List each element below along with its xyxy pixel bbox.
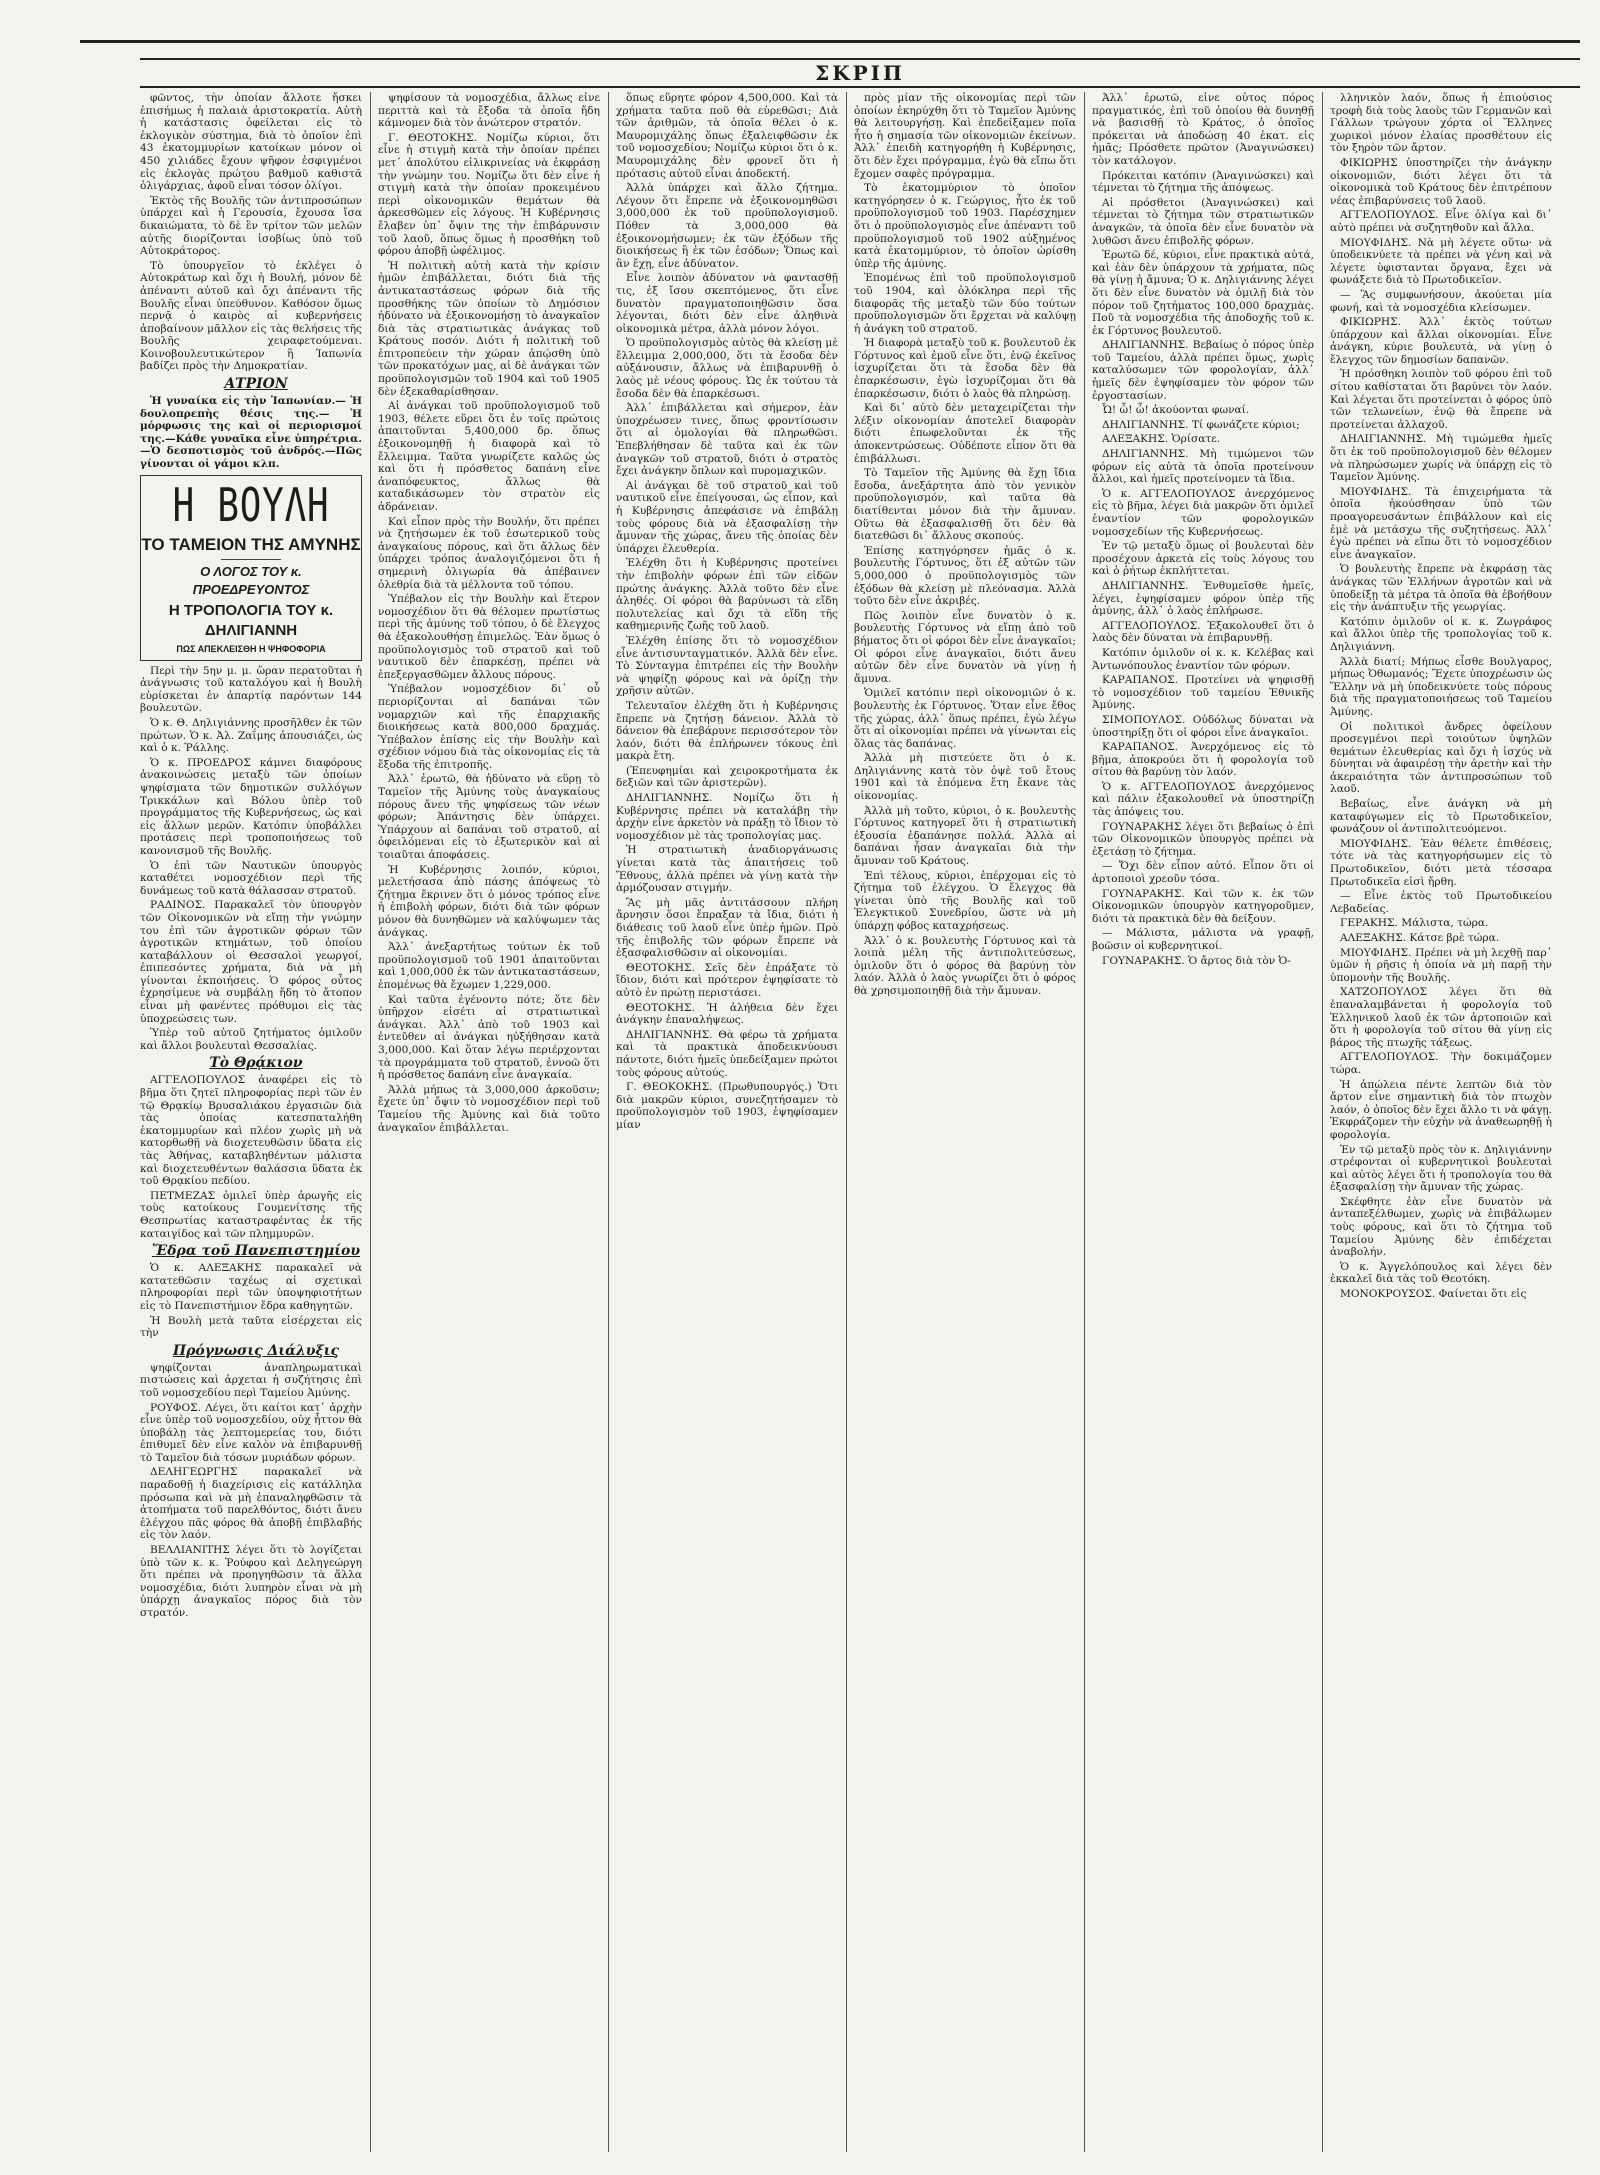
paragraph: Ἀλλὰ διατί; Μήπως εἶσθε Βουλγαρος, μήπως Ὀθωμανός; Ἔχετε ὑποχρέωσιν ὡς Ἕλλην νὰ μὴ ὑποδεικνύετε τοὺς πόρους διὰ τῆς πραγματοποιήσεως τοῦ Ταμείου Ἀμύνης.: [1330, 655, 1552, 718]
paragraph: Καὶ ταῦτα ἐγένοντο πότε; ὅτε δὲν ὑπῆρχον εἰσέτι αἱ στρατιωτικαὶ ἀνάγκαι. Ἀλλ᾽ ἀπὸ τοῦ 1903 καὶ ἐντεῦθεν αἱ ἀνάγκαι ηὐξήθησαν κατὰ 3,000,000. Καὶ ὅταν λέγω περιέρχονται τὰ προγράμματα τοῦ στρατοῦ, ἐννοῶ ὅτι ἡ πρόσθετος δαπάνη εἶνε ἀναγκαία.: [378, 993, 600, 1082]
headline-tropologia: Η ΤΡΟΠΟΛΟΓΙΑ ΤΟΥ κ. ΔΗΛΙΓΙΑΝΝΗ: [168, 601, 334, 639]
paragraph: Ἐπὶ τέλους, κύριοι, ἐπέρχομαι εἰς τὸ ζήτημα τοῦ ἐλέγχου. Ὁ ἔλεγχος θὰ γίνεται ὑπὸ τῆς Βουλῆς καὶ τοῦ Ἐλεγκτικοῦ Συνεδρίου, ὥστε νὰ μὴ ὑπάρχῃ φόβος καταχρήσεως.: [854, 869, 1076, 932]
paragraph: Ἀλλὰ ὑπάρχει καὶ ἄλλο ζήτημα. Λέγουν ὅτι ἔπρεπε νὰ ἐξοικονομηθῶσι 3,000,000 ἐκ τοῦ προϋπολογισμοῦ. Πόθεν τὰ 3,000,000 θὰ ἐξοικονομήσωμεν; ἐκ τῶν ἐξόδων τῆς διοικήσεως ἢ ἐκ τῶν ἐσόδων; Ὅπως καὶ ἂν ἔχῃ, εἶνε ἀδύνατον.: [616, 182, 838, 270]
masthead: [140, 58, 1580, 88]
paragraph: Περὶ τὴν 5ην μ. μ. ὥραν περατοῦται ἡ ἀνάγνωσις τοῦ καταλόγου καὶ ἡ Βουλὴ εὑρίσκεται ἐν ἀπαρτίᾳ παρόντων 144 βουλευτῶν.: [140, 664, 362, 715]
paragraph: Ἀλλ᾽ ἐρωτῶ, εἶνε οὗτος πόρος πραγματικός, ἐπὶ τοῦ ὁποίου θὰ δυνηθῇ νὰ βασισθῇ τὸ Κράτος, ὁ ὁποῖος πρόκειται νὰ ἀποδώσῃ 40 ἑκατ. εἰς ἡμᾶς; Πρόσθετε πρῶτον (Ἀναγινώσκει) τὸν κατάλογον.: [1092, 92, 1314, 167]
paragraph: Ἐν τῷ μεταξὺ ὅμως οἱ βουλευταὶ δὲν προσέχουν ἀρκετὰ εἰς τοὺς λόγους του καὶ ὁ ῥήτωρ ἐκπλήττεται.: [1092, 540, 1314, 578]
column-rule: [846, 92, 847, 2152]
paragraph: Ὦ! ὦ! ὦ! ἀκούονται φωναί.: [1102, 404, 1250, 417]
paragraph: Ἡ ἀπώλεια πέντε λεπτῶν διὰ τὸν ἄρτον εἶνε σημαντικὴ διὰ τὸν πτωχὸν λαόν, ὁ ὁποῖος δὲν ἔχει ἄλλο τι νὰ φάγῃ. Ἐκφράζομεν τὴν εὐχὴν νὰ ἀναθεωρηθῇ ἡ φορολογία.: [1330, 1078, 1552, 1141]
paragraph: Καὶ εἶπον πρὸς τὴν Βουλήν, ὅτι πρέπει νὰ ζητήσωμεν ἐκ τοῦ ἐσωτερικοῦ τοὺς ἀναγκαίους πόρους, καὶ ὅτι ἄλλως δὲν ὑπάρχει τρόπος ἀναλογιζόμενοι ὅτι ἡ σημερινὴ ὀλιγωρία θὰ ἀπέβαινεν ὀλεθρία διὰ τὰ μέλλοντα τοῦ τόπου.: [378, 515, 600, 591]
paragraph: ΜΙΟΥΦΙΔΗΣ. Τὰ ἐπιχειρήματα τὰ ὁποῖα ἠκούσθησαν ὑπὸ τῶν προαγορευσάντων ἐπιβάλλουν καὶ εἰς ἐμὲ νὰ μετάσχω τῆς συζητήσεως. Ἀλλ᾽ ἐγὼ πρέπει νὰ εἴπω ὅτι τὸ νομοσχέδιον εἶνε ἀναγκαῖον.: [1330, 485, 1552, 561]
paragraph: ΑΓΓΕΛΟΠΟΥΛΟΣ. Τὴν δοκιμάζομεν τώρα.: [1330, 1051, 1552, 1076]
paragraph: Ὁμιλεῖ κατόπιν περὶ οἰκονομιῶν ὁ κ. βουλευτὴς ἐκ Γόρτυνος. Ὅταν εἶνε ἔθος τῆς χώρας, ἀλλ᾽ ὅπως πρέπει, ἐγὼ λέγω ὅτι αἱ οἰκονομίαι πρέπει νὰ γίνωνται εἰς ὅλας τὰς δαπάνας.: [854, 687, 1076, 750]
column-3: [616, 92, 838, 2152]
top-rule: [80, 40, 1580, 43]
paragraph: Ἐλέχθη ὅτι ἡ Κυβέρνησις προτείνει τὴν ἐπιβολὴν φόρων ἐπὶ τῶν εἰδῶν πρώτης ἀνάγκης. Ἀλλὰ τοῦτο δὲν εἶνε ἀληθές. Οἱ φόροι θὰ βαρύνωσι τὰ εἴδη πολυτελείας καὶ ὄχι τὰ εἴδη τῆς καθημερινῆς ζωῆς τοῦ λαοῦ.: [616, 557, 838, 633]
column-4: [854, 92, 1076, 2152]
paragraph: ΚΑΡΑΠΑΝΟΣ. Προτείνει νὰ ψηφισθῇ τὸ νομοσχέδιον τοῦ ταμείου Ἐθνικῆς Ἀμύνης.: [1092, 674, 1314, 712]
column-6: [1330, 92, 1552, 2152]
paragraph: Πρόκειται κατόπιν (Ἀναγινώσκει) καὶ τέμνεται τὸ ζήτημα τῆς ἀπόψεως.: [1092, 169, 1314, 195]
paragraph: ΔΗΛΙΓΙΑΝΝΗΣ. Τί φωνάζετε κύριοι;: [1102, 418, 1300, 431]
headline-pos: ΠΩΣ ΑΠΕΚΛΕΙΣΘΗ Η ΨΗΦΟΦΟΡΙΑ: [176, 643, 326, 654]
paragraph: ΜΙΟΥΦΙΔΗΣ. Πρέπει νὰ μὴ λεχθῇ παρ᾽ ὑμῶν ἡ ρῆσις ἡ ὁποία νὰ μὴ παρῇ τὴν ὑπομονὴν τῆς Βουλῆς.: [1330, 946, 1552, 984]
paragraph: ΔΗΛΙΓΙΑΝΝΗΣ. Βεβαίως ὁ πόρος ὑπὲρ τοῦ Ταμείου, ἀλλὰ πρέπει ὅμως, χωρὶς καταλύσωμεν τῶν φορολογίαν, ἀλλ᾽ ἡμεῖς δὲν ἐψηφίσαμεν τὸν φόρον τῶν ἐργοστασίων.: [1092, 339, 1314, 402]
paragraph: ΔΕΛΗΓΕΩΡΓΗΣ παρακαλεῖ νὰ παραδοθῇ ἡ διαχείρισις εἰς κατάλληλα πρόσωπα καὶ νὰ μὴ ἐπαναληφθῶσιν τὰ ἀτοπήματα τοῦ παρελθόντος, διότι ἄνευ ἐλέγχου πᾶς φόρος θὰ ἀποβῇ ἐπιβλαβής εἰς τὸν λαόν.: [140, 1466, 362, 1542]
paragraph: Ἐκτὸς τῆς Βουλῆς τῶν ἀντιπροσώπων ὑπάρχει καὶ ἡ Γερουσία, ἔχουσα ἴσα δικαιώματα, τὸ δὲ ἓν τρίτον τῶν μελῶν αὐτῆς διορίζονται ἰσοβίως ὑπὸ τοῦ Αὐτοκράτορος.: [140, 194, 362, 258]
paragraph: Κατόπιν ὁμιλοῦν οἱ κ. κ. Ζωγράφος καὶ ἄλλοι ὑπὲρ τῆς τροπολογίας τοῦ κ. Δηλιγιάννη.: [1330, 615, 1552, 653]
paragraph: ΑΛΕΞΑΚΗΣ. Ὁρίσατε.: [1102, 433, 1221, 446]
paragraph: ΜΟΝΟΚΡΟΥΣΟΣ. Φαίνεται ὅτι εἰς: [1340, 1288, 1527, 1301]
paragraph: ΚΑΡΑΠΑΝΟΣ. Ἀνερχόμενος εἰς τὸ βῆμα, ἀποκρούει ὅτι ἡ φορολογία τοῦ σίτου θὰ βαρύνῃ τὸν λαόν.: [1092, 741, 1314, 779]
paragraph: ΘΕΟΤΟΚΗΣ. Ἡ ἀλήθεια δὲν ἔχει ἀνάγκην ἐπαναλήψεως.: [616, 1001, 838, 1027]
paragraph: Ἀλλὰ μήπως τὰ 3,000,000 ἀρκοῦσιν; ἔχετε ὑπ᾽ ὄψιν τὸ νομοσχέδιον περὶ τοῦ Ταμείου τῆς Ἀμύνης καὶ διὰ τοῦτο ἀναγκαῖον ἐπιβάλλεται.: [378, 1083, 600, 1134]
headline-vouli: Η ΒΟΥΛΗ: [172, 477, 330, 532]
paragraph: ΣΙΜΟΠΟΥΛΟΣ. Οὐδόλως δύναται νὰ ὑποστηρίξῃ ὅτι οἱ φόροι εἶνε ἀναγκαῖοι.: [1092, 713, 1314, 739]
paragraph: Καὶ δι᾽ αὐτὸ δὲν μεταχειρίζεται τὴν λέξιν οἰκονομίαν ἀποτελεῖ διαφορὰν διότι ἐπωφελοῦνται ἐκ τῆς ἀποκεντρώσεως. Οὐδέποτε εἶπον ὅτι θὰ ἐπιβάλλωσι.: [854, 402, 1076, 465]
paragraph: Αἱ ἀνάγκαι δὲ τοῦ στρατοῦ καὶ τοῦ ναυτικοῦ εἶνε ἐπείγουσαι, ὡς εἶπον, καὶ ἡ Κυβέρνησις ἀπεφάσισε νὰ ἐπιβάλῃ τοὺς φόρους διὰ νὰ ἐξασφαλίσῃ τὴν ἄμυναν τῆς χώρας, ἄνευ τῆς ὁποίας δὲν ὑπάρχει ἐλευθερία.: [616, 479, 838, 555]
column-rule: [370, 92, 371, 2152]
paragraph: Αἱ ἀνάγκαι τοῦ προϋπολογισμοῦ τοῦ 1903, θέλετε εὕρει ὅτι ἐν τοῖς πρώτοις ἀπαιτοῦνται 5,400,000 δρ. ὅπως ἐξοικονομηθῇ ἡ διαφορὰ καὶ τὸ ἔλλειμμα. Ταῦτα γνωρίζετε καλῶς ὡς καὶ ὅτι ἡ πρόσθετος δαπάνη εἶνε ἀναπόφευκτος, ἄλλως θὰ καταδικάσωμεν τὸν στρατὸν εἰς ἀδράνειαν.: [378, 400, 600, 513]
paragraph: ΓΟΥΝΑΡΑΚΗΣ. Καὶ τῶν κ. ἐκ τῶν Οἰκονομικῶν ὑπουργὸν κατηγοροῦμεν, διότι τὰ πρακτικὰ δὲν θὰ δείξουν.: [1092, 887, 1314, 925]
paragraph: Ὑπέβαλον εἰς τὴν Βουλὴν καὶ ἕτερον νομοσχέδιον ὅτι θὰ θέλομεν πρωτίστως περὶ τῆς ἀμύνης τοῦ τόπου, ὁ δὲ ἔλεγχος θὰ ἐξακολουθήσῃ ἐπιμελῶς. Ἐὰν ὅμως ὁ προϋπολογισμὸς τοῦ στρατοῦ καὶ τοῦ ναυτικοῦ δὲν ἐπαρκέσῃ, πρέπει νὰ ἐπεξεργασθῶμεν ἄλλους πόρους.: [378, 593, 600, 681]
section-heading-prognosi: Πρόγνωσις Διάλυξις: [172, 1342, 340, 1359]
paragraph: Ἐν τῷ μεταξὺ πρὸς τὸν κ. Δηλιγιάννην στρέφονται οἱ κυβερνητικοὶ βουλευταὶ καὶ αὐτὸς λέγει ὅτι ἡ τροπολογία του θὰ ἐξασφαλίσῃ τὴν ἄμυναν τῆς χώρας.: [1330, 1143, 1552, 1194]
paragraph: Γ. ΘΕΟΤΟΚΗΣ. Νομίζω κύριοι, ὅτι εἶνε ἡ στιγμὴ κατὰ τὴν ὁποίαν πρέπει μετ᾽ ἀπολύτου εἰλικρινείας νὰ ἐκφράσῃ τὴν γνώμην του. Νομίζω ὅτι δὲν εἶνε ἡ στιγμὴ κατὰ τὴν ὁποίαν προκειμένου περὶ οἰκονομικῶν θεμάτων θὰ ἀρκεσθῶμεν εἰς λόγους. Ἡ Κυβέρνησις ἔλαβεν ὑπ᾽ ὄψιν της τὴν ἐπιβάρυνσιν τοῦ λαοῦ, ὅπως ὅμως ἡ προσθήκη τοῦ φόρου ἀποβῇ ὠφέλιμος.: [378, 131, 600, 258]
paragraph: ΔΗΛΙΓΙΑΝΝΗΣ. Θὰ φέρω τὰ χρήματα καὶ τὰ πρακτικὰ ἀποδεικνύουσι πάντοτε, διότι ἠμεῖς ὑπεδείξαμεν πρώτοι τοὺς φόρους αὐτούς.: [616, 1028, 838, 1079]
paragraph: Ὁ κ. ΑΛΕΞΑΚΗΣ παρακαλεῖ νὰ κατατεθῶσιν ταχέως αἱ σχετικαὶ πληροφορίαι περὶ τῶν ὑποψηφιοτήτων εἰς τὸ Πανεπιστήμιον ἔδρα καθηγητῶν.: [140, 1262, 362, 1312]
paragraph: ΦΙΚΙΩΡΗΣ. Ἀλλ᾽ ἐκτὸς τούτων ὑπάρχουν καὶ ἄλλαι οἰκονομίαι. Εἶνε ἀνάγκη, κύριε βουλευτὰ, νὰ γίνῃ ὁ ἔλεγχος τῶν δημοσίων δαπανῶν.: [1330, 316, 1552, 366]
paragraph: Ἐπίσης κατηγόρησεν ἡμᾶς ὁ κ. βουλευτὴς Γόρτυνος, ὅτι ἐξ αὐτῶν τῶν 5,000,000 ὁ προϋπολογισμὸς τῶν ἐξόδων θὰ κλείσῃ μὲ πλεόνασμα. Ἀλλὰ τοῦτο δὲν εἶνε ἀκριβές.: [854, 544, 1076, 608]
paragraph: ὅπως εὕρητε φόρον 4,500,000. Καὶ τὰ χρήματα ταῦτα ποῦ θὰ εὑρεθῶσι; Διὰ τῶν ἀριθμῶν, τὰ ὁποῖα θέλει ὁ κ. Μαυρομιχάλης ὅπως ἐξαλειφθῶσιν ἐκ τοῦ νομοσχεδίου; Νομίζω κύριοι ὅτι ὁ κ. Μαυρομιχάλης δὲν φρονεῖ ὅτι ἡ πρότασις αὐτοῦ εἶναι ἀποδεκτή.: [616, 92, 838, 180]
paragraph: — Μάλιστα, μάλιστα νὰ γραφῇ, βοῶσιν οἱ κυβερνητικοί.: [1092, 927, 1314, 952]
paragraph: ΔΗΛΙΓΙΑΝΝΗΣ. Μὴ τιμώμενοι τῶν φόρων εἰς αὐτὰ τὰ ὁποῖα προτείνουν ἄλλοι, καὶ ἡμεῖς προτείνομεν τὰ ἴδια.: [1092, 448, 1314, 486]
paragraph: Ὑπέβαλον νομοσχέδιον δι᾽ οὗ περιορίζονται αἱ δαπάναι τῶν νομαρχιῶν καὶ τῆς ἐπαρχιακῆς διοικήσεως κατὰ 800,000 δραχμάς. Ὑπέβαλον ἐπίσης εἰς τὴν Βουλὴν καὶ σχέδιον νόμου διὰ τὰς οἰκονομίας εἰς τὰ ἔξοδα τῆς ἐπιτροπῆς.: [378, 683, 600, 771]
paragraph: ΓΟΥΝΑΡΑΚΗΣ. Ὁ ἄρτος διὰ τὸν Ὀ-: [1102, 954, 1291, 967]
paragraph: ΧΑΤΖΟΠΟΥΛΟΣ λέγει ὅτι θὰ ἐπαναλαμβάνεται ἡ φορολογία τοῦ Ἑλληνικοῦ λαοῦ ἐκ τῶν ἀρτοποιῶν καὶ ὅτι ἡ φορολογία τοῦ σίτου θὰ γίνῃ εἰς βάρος τῆς πτωχῆς τάξεως.: [1330, 986, 1552, 1049]
paragraph: Τὸ ἑκατομμύριον τὸ ὁποῖον κατηγόρησεν ὁ κ. Γεώργιος, ἦτο ἐκ τοῦ προϋπολογισμοῦ τοῦ 1903. Παρέσχημεν ὅτι ὁ προϋπολογισμὸς εἶνε ἀπέναντι τοῦ προϋπολογισμοῦ τοῦ 1902 αὐξημένος κατὰ ἑκατομμύριον, τὸ ὁποῖον ὡρίσθη ὑπὲρ τῆς ἀμύνης.: [854, 182, 1076, 270]
paragraph: ΜΙΟΥΦΙΔΗΣ. Ἐὰν θέλετε ἐπιθέσεις, τότε νὰ τὰς κατηγορήσωμεν εἰς τὸ Πρωτοδικεῖον, διότι μετὰ τέσσαρα Πρωτοδικεῖα εἰσὶ ἤρθη.: [1330, 837, 1552, 888]
paragraph: Ἂς μὴ μᾶς ἀντιτάσσουν πλήρη ἄρνησιν ὅσοι ἔπραξαν τὰ ἴδια, διότι ἡ διάθεσις τοῦ λαοῦ εἶνε ὑπὲρ ἡμῶν. Πρὸ τῆς ἐπιβολῆς τῶν φόρων ἔπρεπε νὰ ἐξασφαλισθῶσιν αἱ οἰκονομίαι.: [616, 896, 838, 960]
paragraph: ΡΟΥΦΟΣ. Λέγει, ὅτι καίτοι κατ᾽ ἀρχὴν εἶνε ὑπὲρ τοῦ νομοσχεδίου, οὐχ ἧττον θὰ ὑποβάλῃ τὰς λεπτομερείας του, διότι ἐπιθυμεῖ δὲν εἶνε καλὸν νὰ ἐπιβαρυνθῇ τὸ Ταμεῖον διὰ τόσων μυριάδων φόρων.: [140, 1401, 362, 1464]
paragraph: ΑΛΕΞΑΚΗΣ. Κάτσε βρὲ τώρα.: [1340, 932, 1500, 944]
paragraph: φῶντος, τὴν ὁποίαν ἄλλοτε ἤσκει ἐπισήμως ἡ παλαιὰ ἀριστοκρατία. Αὐτὴ ἡ κατάστασις ὀφείλεται εἰς τὸ ἐκλογικὸν σύστημα, διὰ τὸ ὁποῖον ἐπὶ 43 ἑκατομμυρίων κατοίκων μόνον οἱ 450 χιλιάδες ἔχουν ψῆφον ἐσφιγμένοι εἰς ἐκλογὰς πρώτου βαθμοῦ καθιστᾶ ὁλιγάρχιας, ἀφοῦ εἶναι τόσον ὀλίγοι.: [140, 92, 362, 193]
paragraph: Ὁ προϋπολογισμὸς αὐτὸς θὰ κλείσῃ μὲ ἔλλειμμα 2,000,000, ὅτι τὰ ἔσοδα δὲν αὐξάνουσιν, ἄλλως νὰ ἐπιβαρυνθῇ ὁ λαὸς μὲ νέους φόρους. Ὡς ἐκ τούτου τὰ ἔσοδα δὲν θὰ ἐπαρκέσωσι.: [616, 337, 838, 400]
paragraph: πρὸς μίαν τῆς οἰκονομίας περὶ τῶν ὁποίων ἐκηρύχθη ὅτι τὸ Ταμεῖον Ἀμύνης θὰ λειτουργήσῃ. Καὶ ἐπεδείξαμεν ποῖα ἦτο ἡ σημασία τῶν οἰκονομιῶν ἐκείνων. Ἀλλ᾽ ἐπειδὴ κατηγορήθη ἡ Κυβέρνησις, ὅτι δὲν ἔχει πρόγραμμα, ἐγὼ θὰ εἴπω ὅτι ἔχομεν σαφὲς πρόγραμμα.: [854, 92, 1076, 180]
divider: [221, 559, 281, 560]
paragraph: ΔΗΛΙΓΙΑΝΝΗΣ. Νομίζω ὅτι ἡ Κυβέρνησις πρέπει νὰ καταλάβῃ τὴν ἀρχὴν εἶνε ἀρκετὸν νὰ πράξῃ τὸ ἴδιον τὸ νομοσχέδιον μὲ τὰς τροπολογίας μας.: [616, 792, 838, 842]
paragraph: ΒΕΛΛΙΑΝΙΤΗΣ λέγει ὅτι τὸ λογίζεται ὑπὸ τῶν κ. κ. Ῥούφου καὶ Δεληγεώργη ὅτι πρέπει νὰ προηγηθῶσιν τὰ ἄλλα νομοσχέδια, διότι λυπηρὸν εἶναι νὰ μὴ ὑπάρχῃ ἀναγκαῖος πόρος διὰ τὸν στρατόν.: [140, 1544, 362, 1619]
paragraph: Ἀλλ᾽ ἀνεξαρτήτως τούτων ἐκ τοῦ προϋπολογισμοῦ τοῦ 1901 ἀπαιτοῦνται καὶ 1,000,000 ἐκ τῶν ἀντικαταστάσεων, ἑπομένως θὰ ἔχωμεν 1,229,000.: [378, 941, 600, 991]
paragraph: Ὁ ἐπὶ τῶν Ναυτικῶν ὑπουργὸς καταθέτει νομοσχέδιον περὶ τῆς δυνάμεως τοῦ κατὰ θάλασσαν στρατοῦ.: [140, 859, 362, 897]
headline-tameion: ΤΟ ΤΑΜΕΙΟΝ ΤΗΣ ΑΜΥΝΗΣ: [141, 534, 361, 554]
section-heading-panepistimion: Ἔδρα τοῦ Πανεπιστημίου: [151, 1243, 361, 1260]
paragraph: ψηφίσουν τὰ νομοσχέδια, ἄλλως εἶνε περιττὰ καὶ τὰ ἔξοδα τὰ ὁποῖα ἤδη κάμνομεν διὰ τὸν ἀνώτερον στρατόν.: [378, 92, 600, 130]
paragraph: ΦΙΚΙΩΡΗΣ ὑποστηρίζει τὴν ἀνάγκην οἰκονομιῶν, διότι λέγει ὅτι τὰ οἰκονομικὰ τοῦ Κράτους δὲν ἐπιτρέπουν νέας ἐπιβαρύνσεις τοῦ λαοῦ.: [1330, 156, 1552, 207]
paragraph: ΡΑΔΙΝΟΣ. Παρακαλεῖ τὸν ὑπουργὸν τῶν Οἰκονομικῶν νὰ εἴπῃ τὴν γνώμην του ἐπὶ τῶν ἀγροτικῶν φόρων τῶν ἀγροτικῶν κτημάτων, τοῦ ὁποίου καταβάλλουν οἱ Θεσσαλοὶ γεωργοί, ἐπιπεσόντες χρήματα, διὰ νὰ μὴ γίνονται ἐκποιήσεις. Ὁ φόρος οὗτος ἐχρησίμευε νὰ συμβάλῃ ἤδη τὸ ἄτοπον εἶναι μὴ φανέντες πρόθυμοι εἰς τὰς ὑποχρεώσεις των.: [140, 899, 362, 1025]
paragraph: Ἀλλὰ μὴ πιστεύετε ὅτι ὁ κ. Δηλιγιάννης κατὰ τὸν ὀψὲ τοῦ ἔτους 1901 καὶ τὰ ἑπόμενα ἔτη ἔκανε τὰς οἰκονομίας.: [854, 752, 1076, 803]
paragraph: Ἡ διαφορὰ μεταξὺ τοῦ κ. βουλευτοῦ ἐκ Γόρτυνος καὶ ἐμοῦ εἶνε ὅτι, ἐνῷ ἐκεῖνος ἰσχυρίζεται ὅτι τὰ ἔσοδα δὲν θὰ ἐπαρκέσωσιν, ἐγὼ ἰσχυρίζομαι ὅτι θὰ ἐπαρκέσωσιν, διότι ὁ λαὸς θὰ πληρώσῃ.: [854, 337, 1076, 400]
column-rule: [1322, 92, 1323, 2152]
paragraph: Εἶνε λοιπὸν ἀδύνατον νὰ φαντασθῇ τις, ἐξ ἴσου σκεπτόμενος, ὅτι εἶνε δυνατὸν πραγματοποιηθῶσιν ὅσα λέγονται, διότι δὲν εἶνε ἀληθινὰ οἰκονομικὰ μέτρα, ἀλλὰ μόνον λόγοι.: [616, 272, 838, 335]
paragraph: Πῶς λοιπὸν εἶνε δυνατὸν ὁ κ. βουλευτὴς Γόρτυνος νὰ εἴπῃ ἀπὸ τοῦ βήματος ὅτι οἱ φόροι δὲν εἶνε ἀναγκαῖοι; Οἱ φόροι εἶνε ἀναγκαῖοι, διότι ἄνευ αὐτῶν δὲν εἶνε δυνατὸν νὰ γίνῃ ἡ ἄμυνα.: [854, 609, 1076, 685]
paragraph: — Εἶνε ἐκτὸς τοῦ Πρωτοδικείου Λεβαδείας.: [1330, 890, 1552, 915]
paragraph: ΑΓΓΕΛΟΠΟΥΛΟΣ. Ἐξακολουθεῖ ὅτι ὁ λαὸς δὲν δύναται νὰ ἐπιβαρυνθῇ.: [1092, 619, 1314, 645]
paragraph: Ἡ Κυβέρνησις λοιπόν, κύριοι, μελετήσασα ἀπὸ πάσης ἀπόψεως τὸ ζήτημα ἔκρινεν ὅτι ὁ μόνος τρόπος εἶνε ἡ ἐπιβολὴ φόρων, διότι διὰ τῶν φόρων μόνον θὰ δυνηθῶμεν νὰ καλύψωμεν τὰς ἀνάγκας.: [378, 863, 600, 939]
paragraph: Ἀλλὰ μὴ τοῦτο, κύριοι, ὁ κ. βουλευτὴς Γόρτυνος κατηγορεῖ ὅτι ἡ στρατιωτικὴ ἐξουσία ἐδαπάνησε πολλά. Ἀλλὰ αἱ δαπάναι ἦσαν ἀναγκαῖαι διὰ τὴν ἄμυναν τοῦ Κράτους.: [854, 804, 1076, 868]
paragraph: ΘΕΟΤΟΚΗΣ. Σεῖς δὲν ἐπράξατε τὸ ἴδιον, διότι καὶ πρότερον ἐψηφίσατε τὸ αὐτὸ ἐν πρώτῃ περιστάσει.: [616, 961, 838, 999]
paragraph: Ἡ στρατιωτικὴ ἀναδιοργάνωσις γίνεται κατὰ τὰς ἀπαιτήσεις τοῦ Ἔθνους, ἀλλὰ πρέπει νὰ γίνῃ κατὰ τὴν ἀρμόζουσαν στιγμήν.: [616, 844, 838, 895]
paragraph: Ὁ κ. Θ. Δηλιγιάννης προσῆλθεν ἐκ τῶν πρώτων. Ὁ κ. Ἀλ. Ζαΐμης ἀπουσιάζει, ὡς καὶ ὁ κ. Ῥάλλης.: [140, 717, 362, 755]
atrion-items: Ἡ γυναίκα εἰς τὴν Ἰαπωνίαν.— Ἡ δουλοπρεπὴς θέσις της.— Ἡ μόρφωσις της καὶ οἱ περιορισμοί της.—Κάθε γυναῖκα εἶνε ὑπηρέτρια.—Ὁ δεσποτισμὸς τοῦ ἀνδρός.—Πῶς γίνονται οἱ γάμοι κλπ.: [140, 395, 362, 471]
paragraph: Ὁ βουλευτὴς ἔπρεπε νὰ ἐκφράσῃ τὰς ἀνάγκας τῶν Ἑλλήνων ἀγροτῶν καὶ νὰ ὑποδείξῃ τὰ μέτρα τὰ ὁποῖα θὰ ἐβοήθουν εἰς τὴν ἀνάπτυξιν τῆς γεωργίας.: [1330, 563, 1552, 614]
paragraph: Ὁ κ. ΠΡΟΕΔΡΟΣ κάμνει διαφόρους ἀνακοινώσεις μεταξὺ τῶν ὁποίων ψηφίσματα τῶν δημοτικῶν συλλόγων Τρικκάλων καὶ Βόλου ὑπὲρ τοῦ προγράμματος τῆς Κυβερνήσεως, ὡς καὶ εἰς ἄλλων μερῶν. Κατόπιν ὑποβάλλει προτάσεις περὶ τροποποιήσεως τοῦ κανονισμοῦ τῆς Βουλῆς.: [140, 756, 362, 857]
paragraph: Ἡ πρόσθηκη λοιπὸν τοῦ φόρου ἐπὶ τοῦ σίτου καθίσταται ὅτι βαρύνει τὸν λαόν. Καὶ λέγεται ὅτι προτείνεται ὁ φόρος ὑπὸ τῶν τελωνείων, ἐνῷ θὰ ἔπρεπε νὰ προτείνεται ἀλλαχοῦ.: [1330, 368, 1552, 431]
paragraph: Ὁ κ. ΑΓΓΕΛΟΠΟΥΛΟΣ ἀνερχόμενος καὶ πάλιν ἐξακολουθεῖ νὰ ὑποστηρίζῃ τὰς ἀπόψεις του.: [1092, 780, 1314, 819]
paragraph: Γ. ΘΕΟΚΟΚΗΣ. (Πρωθυπουργός.) Ὅτι διὰ μακρῶν κύριοι, συνεζητήσαμεν τὸ προϋπολογισμὸν τοῦ 1903, ἐψηφίσαμεν μίαν: [616, 1081, 838, 1131]
paragraph: Τελευταῖον ἐλέχθη ὅτι ἡ Κυβέρνησις ἔπρεπε νὰ ζητήσῃ δάνειον. Ἀλλὰ τὸ δάνειον θὰ ἐπεβάρυνε περισσότερον τὸν λαόν, διότι θὰ ἐπλήρωνεν τόκους ἐπὶ μακρὰ ἔτη.: [616, 699, 838, 763]
paragraph: Τὸ ὑπουργεῖον τὸ ἐκλέγει ὁ Αὐτοκράτωρ καὶ ὄχι ἡ Βουλή, μόνον δὲ ἀπέναντι αὐτοῦ καὶ ὄχι ἀπέναντι τῆς Βουλῆς εἶναι ὑπεύθυνον. Καθόσον ὅμως περνᾷ ὁ καιρὸς αἱ κυβερνήσεις ἀποβαίνουν μᾶλλον εἰς τὰς θελήσεις τῆς Βουλῆς χειραφετούμεναι. Κοινοβουλευτικώτερον ἢ Ἰαπωνία βαδίζει πρὸς τὴν Δημοκρατίαν.: [140, 259, 362, 373]
paragraph: Βεβαίως, εἶνε ἀνάγκη νὰ μὴ καταφύγωμεν εἰς τὸ Πρωτοδικεῖον, φωνάζουν οἱ ἀντιπολιτευόμενοι.: [1330, 798, 1552, 836]
paragraph: Ἐπομένως ἐπὶ τοῦ προϋπολογισμοῦ τοῦ 1904, καὶ ὁλόκληρα περὶ τῆς διαφορᾶς τῆς μεταξὺ τῶν δύο τούτων προϋπολογισμῶν ὅτι ἔρχεται νὰ καλύψῃ ἡ ἀνάγκη τοῦ στρατοῦ.: [854, 272, 1076, 335]
paragraph: Ὑπὲρ τοῦ αὐτοῦ ζητήματος ὁμιλοῦν καὶ ἄλλοι βουλευταὶ Θεσσαλίας.: [140, 1027, 362, 1052]
paragraph: — Ἂς συμφωνήσουν, ἀκούεται μία φωνή, καὶ τὰ νομοσχέδια κλείσωμεν.: [1330, 288, 1552, 314]
paragraph: Ἡ πολιτικὴ αὐτὴ κατὰ τὴν κρίσιν ἡμῶν ἐπιβάλλεται, διότι διὰ τῆς ἀντικαταστάσεως φόρων διὰ τῆς προσθήκης τῶν ὁποίων τὸ Δημόσιον ἠδύνατο νὰ ἐξοικονομήσῃ τὸ ἀναγκαῖον διὰ τὰς στρατιωτικὰς ἀνάγκας τοῦ Κράτους ποσόν. Διότι ἡ πολιτικὴ τοῦ ἐπιτροπεύειν τὴν χώραν ἀπῴσθη ὑπὸ τῶν προκατόχων μας, αἱ δὲ ἀνάγκαι τῶν προϋπολογισμῶν τοῦ 1904 καὶ τοῦ 1905 δὲν ἐξεκαθαρίσθησαν.: [378, 259, 600, 398]
paragraph: ΓΕΡΑΚΗΣ. Μάλιστα, τώρα.: [1340, 917, 1489, 930]
paragraph: ΔΗΛΙΓΙΑΝΝΗΣ. Μὴ τιμώμεθα ἡμεῖς ὅτι ἐκ τοῦ προϋπολογισμοῦ δὲν θέλομεν νὰ πληρώσωμεν χωρίς νὰ ὑπάρχῃ εἰς τὸ Ταμεῖον Ἀμύνης.: [1330, 433, 1552, 484]
paragraph: Αἱ πρόσθετοι (Ἀναγινώσκει) καὶ τέμνεται τὸ ζήτημα τῶν στρατιωτικῶν ἀναγκῶν, τὰ ὁποῖα δὲν εἶνε δυνατὸν νὰ λυθῶσι ἄνευ ἐπιβολῆς φόρων.: [1092, 196, 1314, 247]
column-rule: [608, 92, 609, 2152]
paragraph: Τὸ Ταμεῖον τῆς Ἀμύνης θὰ ἔχῃ ἴδια ἔσοδα, ἀνεξάρτητα ἀπὸ τὸν γενικὸν προϋπολογισμόν, καὶ ταῦτα θὰ διατίθενται μόνον διὰ τὴν ἄμυναν. Οὕτω θὰ ἐξασφαλισθῇ ὅτι δὲν θὰ διατεθῶσι δι᾽ ἄλλους σκοπούς.: [854, 467, 1076, 543]
paragraph: Ὁ κ. Ἀγγελόπουλος καὶ λέγει δὲν ἐκκαλεῖ διὰ τὰς τοῦ Θεοτόκη.: [1330, 1260, 1552, 1286]
section-heading-atrion: ΑΤΡΙΟΝ: [224, 376, 288, 393]
paragraph: Ὁ κ. ΑΓΓΕΛΟΠΟΥΛΟΣ ἀνερχόμενος εἰς τὸ βῆμα, λέγει διὰ μακρῶν ὅτι ὁμιλεῖ ἐναντίον τῶν φορολογικῶν νομοσχεδίων τῆς Κυβερνήσεως.: [1092, 487, 1314, 538]
headline-logos: Ο ΛΟΓΟΣ ΤΟΥ κ. ΠΡΟΕΔΡΕΥΟΝΤΟΣ: [192, 563, 310, 597]
paragraph: Ἐλέχθη ἐπίσης ὅτι τὸ νομοσχέδιον εἶνε ἀντισυνταγματικόν. Ἀλλὰ δὲν εἶνε. Τὸ Σύνταγμα ἐπιτρέπει εἰς τὴν Βουλὴν νὰ ψηφίζῃ φόρους καὶ νὰ ὁρίζῃ τὴν χρῆσιν αὐτῶν.: [616, 634, 838, 698]
column-1: [140, 92, 362, 2152]
paragraph: Κατόπιν ὁμιλοῦν οἱ κ. κ. Κελέβας καὶ Ἀντωνόπουλος ἐναντίον τῶν φόρων.: [1092, 646, 1314, 672]
headline-box: [140, 475, 362, 661]
paragraph: (Ἐπευφημίαι καὶ χειροκροτήματα ἐκ δεξιῶν καὶ τῶν ἀριστερῶν).: [616, 764, 838, 790]
paragraph: Ἀλλ᾽ ἐρωτῶ, θὰ ἠδύνατο νὰ εὕρῃ τὸ Ταμεῖον τῆς Ἀμύνης τοὺς ἀναγκαίους πόρους ἄνευ τῆς ψηφίσεως τῶν νέων φόρων; Ἀπάντησις δὲν ὑπάρχει. Ὑπάρχουν αἱ δαπάναι τοῦ στρατοῦ, αἱ ὀφειλόμεναι εἰς τὸ ἐξωτερικὸν καὶ αἱ τοιαῦται ἀποφάσεις.: [378, 773, 600, 862]
column-2: [378, 92, 600, 2152]
paragraph: Ἀλλ᾽ ἐπιβάλλεται καὶ σήμερον, ἐὰν ὑποχρέωσεν τινες, ὅπως φροντίσωσιν ὅτι αἱ ὁμολογίαι θὰ πληρωθῶσι. Ἐπεβλήθησαν δὲ ταῦτα καὶ ἐκ τῶν ἀναγκῶν τοῦ στρατοῦ, διότι ὁ στρατὸς ἔχει ἀνάγκην ὅπλων καὶ πυρομαχικῶν.: [616, 402, 838, 478]
paragraph: ΓΟΥΝΑΡΑΚΗΣ λέγει ὅτι βεβαίως ὁ ἐπὶ τῶν Οἰκονομικῶν ὑπουργὸς πρέπει νὰ ἐξετάσῃ τὸ ζήτημα.: [1092, 820, 1314, 858]
column-5: [1092, 92, 1314, 2152]
paragraph: ΠΕΤΜΕΖΑΣ ὁμιλεῖ ὑπὲρ ἀρωγῆς εἰς τοὺς κατοίκους Γουμενίτσης τῆς Θεσπρωτίας καταστραφέντας ἐκ τῆς καταιγίδος καὶ τῶν πλημμυρῶν.: [140, 1189, 362, 1240]
paragraph: λληνικὸν λαόν, ὅπως ἡ ἐπιούσιος τροφὴ διὰ τοὺς λαοὺς τῶν Γερμανῶν καὶ Γάλλων τρώγουν χόρτα οἱ Ἕλληνες χωρικοὶ μόνον ἐλαίας προσθέτουν εἰς τὸν ξηρὸν τῶν ἄρτον.: [1330, 92, 1552, 155]
paragraph: ΑΓΓΕΛΟΠΟΥΛΟΣ. Εἶνε ὀλίγα καὶ δι᾽ αὐτὸ πρέπει νὰ συζητηθοῦν καὶ ἄλλα.: [1330, 209, 1552, 234]
paragraph: ΑΓΓΕΛΟΠΟΥΛΟΣ ἀναφέρει εἰς τὸ βῆμα ὅτι ζητεῖ πληροφορίας περὶ τῶν ἐν τῷ Θρᾳκίῳ Βρυσαλιάκου ἐργασιῶν διὰ τὰς ὁποίας κατεσπαταλήθη ἑκατομμυρίων καὶ πλέον χωρὶς μὴ νὰ κατορθωθῇ νὰ διοχετευθῶσιν ὕδατα εἰς τὰς Ἀθήνας, καταβληθέντων μάλιστα καὶ διοχετευθέντων θαλάσσια ὕδατα ἐκ τοῦ Θρᾳκίου πεδίου.: [140, 1074, 362, 1188]
paragraph: Ἐρωτῶ δέ, κύριοι, εἶνε πρακτικὰ αὐτά, καὶ ἐὰν δὲν ὑπάρχουν τὰ χρήματα, πῶς θὰ γίνῃ ἡ ἄμυνα; Ὁ κ. Δηλιγιάννης λέγει ὅτι δὲν εἶνε δυνατὸν νὰ ὁμιλῇ διὰ τὸν πόρον τοῦ ζητήματος 100,000 δραχμὰς. Ποῦ τὰ νομοσχέδια τῆς ἀποδοχῆς τοῦ κ. ἐκ Γόρτυνος βουλευτοῦ.: [1092, 249, 1314, 337]
column-rule: [1084, 92, 1085, 2152]
section-heading-thrakion: Τὸ Θρᾴκιον: [209, 1055, 303, 1072]
paragraph: ΜΙΟΥΦΙΔΗΣ. Νὰ μὴ λέγετε οὕτω· νὰ ὑποδεικνύετε τὰ πρέπει νὰ γένη καὶ νὰ λέγετε ὑφιστανται ὄργανα, ἔχει νὰ φωνάξετε διὰ τὸ Πρωτοδικεῖον.: [1330, 236, 1552, 287]
paragraph: ψηφίζονται ἀναπληρωματικαὶ πιστώσεις καὶ ἀρχεται ἡ συζήτησις ἐπὶ τοῦ νομοσχεδίου περὶ Ταμείου Ἀμύνης.: [140, 1361, 362, 1399]
paragraph: — Ὄχι δὲν εἶπον αὐτό. Εἶπον ὅτι οἱ ἀρτοποιοὶ χρεοῦν τόσα.: [1092, 860, 1314, 886]
paragraph: Ἀλλ᾽ ὁ κ. βουλευτὴς Γόρτυνος καὶ τὰ λοιπὰ μέλη τῆς ἀντιπολιτεύσεως, ὁμιλοῦν ὅτι ὁ φόρος θὰ βαρύνῃ τὸν λαόν. Ἀλλὰ ὁ λαὸς γνωρίζει ὅτι ὁ φόρος θὰ χρησιμοποιηθῇ διὰ τὴν ἄμυναν.: [854, 934, 1076, 997]
paragraph: Ἡ Βουλὴ μετὰ ταῦτα εἰσέρχεται εἰς τὴν: [140, 1314, 362, 1340]
paragraph: Σκέφθητε ἐὰν εἶνε δυνατὸν νὰ ἀνταπεξέλθωμεν, χωρὶς νὰ ἐπιβάλωμεν τοὺς φόρους, καὶ ὅτι τὸ ζήτημα τοῦ Ταμείου Ἀμύνης δὲν ἐπιδέχεται ἀναβολήν.: [1330, 1195, 1552, 1259]
paragraph: ΔΗΛΙΓΙΑΝΝΗΣ. Ἐνθυμεῖσθε ἡμεῖς, λέγει, ἐψηφίσαμεν φόρον ὑπὲρ τῆς ἀμύνης, ἀλλ᾽ ὁ λαὸς ἐπλήρωσε.: [1092, 579, 1314, 618]
paragraph: Οἱ πολιτικοὶ ἄνδρες ὀφείλουν προσεγμένοι περὶ τοιούτων ὑψηλῶν θεμάτων ἐλευθερίας καὶ ὄχι ἡ ἰσχύς νὰ δύνηται νὰ ἀφαιρέσῃ τὴν ἀρετὴν καὶ τὴν ἀκεραιότητα τῶν ἀντιπροσώπων τοῦ λαοῦ.: [1330, 720, 1552, 796]
masthead-title: ΣΚΡΙΠ: [815, 61, 905, 85]
